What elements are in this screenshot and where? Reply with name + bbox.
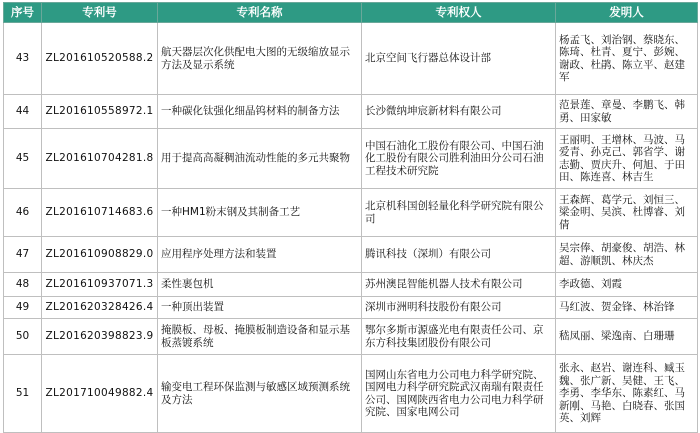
row-name: 输变电工程环保监测与敏感区域预测系统及方法: [158, 355, 362, 433]
row-name: 应用程序处理方法和装置: [158, 237, 362, 273]
row-owner: 苏州澳昆智能机器人技术有限公司: [362, 273, 556, 297]
row-name: 掩膜板、母板、掩膜板制造设备和显示基板蒸镀系统: [158, 319, 362, 355]
row-inventor: 马红波、贺金锋、林治锋: [556, 297, 698, 319]
table-row: [4, 95, 698, 129]
patent-table: [3, 2, 698, 433]
row-inventor: 嵇凤丽、梁逸南、白珊珊: [556, 319, 698, 355]
table-row: [4, 273, 698, 297]
row-inventor: 李政德、刘霞: [556, 273, 698, 297]
row-patent-no: ZL201610558972.1: [42, 95, 158, 129]
row-inventor: 吴宗俸、胡豪俊、胡浩、林超、游顺凯、林庆杰: [556, 237, 698, 273]
row-owner: 北京机科国创轻量化科学研究院有限公司: [362, 189, 556, 237]
header-owner: 专利权人: [362, 3, 556, 23]
row-patent-no: ZL201610704281.8: [42, 129, 158, 189]
row-owner: 国网山东省电力公司电力科学研究院、国网电力科学研究院武汉南瑞有限责任公司、国网陕西省电力公司电力科学研究院、国家电网公司: [362, 355, 556, 433]
row-inventor: 王丽明、王增林、马波、马爱青、孙克己、郭省学、谢志勤、贾庆升、何旭、于田田、陈连喜、林吉生: [556, 129, 698, 189]
row-patent-no: ZL201620328426.4: [42, 297, 158, 319]
row-patent-no: ZL201620398823.9: [42, 319, 158, 355]
row-num: 43: [4, 23, 42, 95]
row-owner: 腾讯科技（深圳）有限公司: [362, 237, 556, 273]
row-owner: 深圳市洲明科技股份有限公司: [362, 297, 556, 319]
table-row: [4, 355, 698, 433]
row-num: 50: [4, 319, 42, 355]
row-patent-no: ZL201610520588.2: [42, 23, 158, 95]
row-owner: 北京空间飞行器总体设计部: [362, 23, 556, 95]
row-num: 45: [4, 129, 42, 189]
row-owner: 长沙微纳坤宸新材料有限公司: [362, 95, 556, 129]
header-patent-no: 专利号: [42, 3, 158, 23]
row-inventor: 王森辉、葛学元、刘恒三、梁金明、吴滨、杜博睿、刘倩: [556, 189, 698, 237]
row-patent-no: ZL201610908829.0: [42, 237, 158, 273]
header-inventor: 发明人: [556, 3, 698, 23]
table-row: [4, 129, 698, 189]
row-owner: 鄂尔多斯市源盛光电有限责任公司、京东方科技集团股份有限公司: [362, 319, 556, 355]
row-num: 49: [4, 297, 42, 319]
row-name: 柔性裹包机: [158, 273, 362, 297]
row-name: 一种顶出装置: [158, 297, 362, 319]
table-row: [4, 189, 698, 237]
row-name: 一种HM1粉末钢及其制备工艺: [158, 189, 362, 237]
row-name: 用于提高高凝稠油流动性能的多元共聚物: [158, 129, 362, 189]
header-name: 专利名称: [158, 3, 362, 23]
table-row: [4, 237, 698, 273]
row-name: 航天器层次化供配电大图的无级缩放显示方法及显示系统: [158, 23, 362, 95]
row-patent-no: ZL201610937071.3: [42, 273, 158, 297]
row-num: 46: [4, 189, 42, 237]
row-inventor: 范景莲、章曼、李鹏飞、韩勇、田家敏: [556, 95, 698, 129]
row-inventor: 杨孟飞、刘治钢、蔡晓东、陈琦、杜青、夏宁、彭婉、谢政、杜鹃、陈立平、赵建军: [556, 23, 698, 95]
row-patent-no: ZL201610714683.6: [42, 189, 158, 237]
row-num: 47: [4, 237, 42, 273]
row-name: 一种碳化钛强化细晶钨材料的制备方法: [158, 95, 362, 129]
row-num: 44: [4, 95, 42, 129]
table-row: [4, 319, 698, 355]
table-header-row: [4, 3, 698, 23]
table-row: [4, 23, 698, 95]
row-patent-no: ZL201710049882.4: [42, 355, 158, 433]
row-inventor: 张永、赵岩、谢连科、臧玉魏、张广新、吴健、王飞、李勇、李华东、陈素红、马新刚、马艳、白晓春、张国英、刘辉: [556, 355, 698, 433]
row-num: 51: [4, 355, 42, 433]
table-row: [4, 297, 698, 319]
row-num: 48: [4, 273, 42, 297]
header-num: 序号: [4, 3, 42, 23]
row-owner: 中国石油化工股份有限公司、中国石油化工股份有限公司胜利油田分公司石油工程技术研究院: [362, 129, 556, 189]
